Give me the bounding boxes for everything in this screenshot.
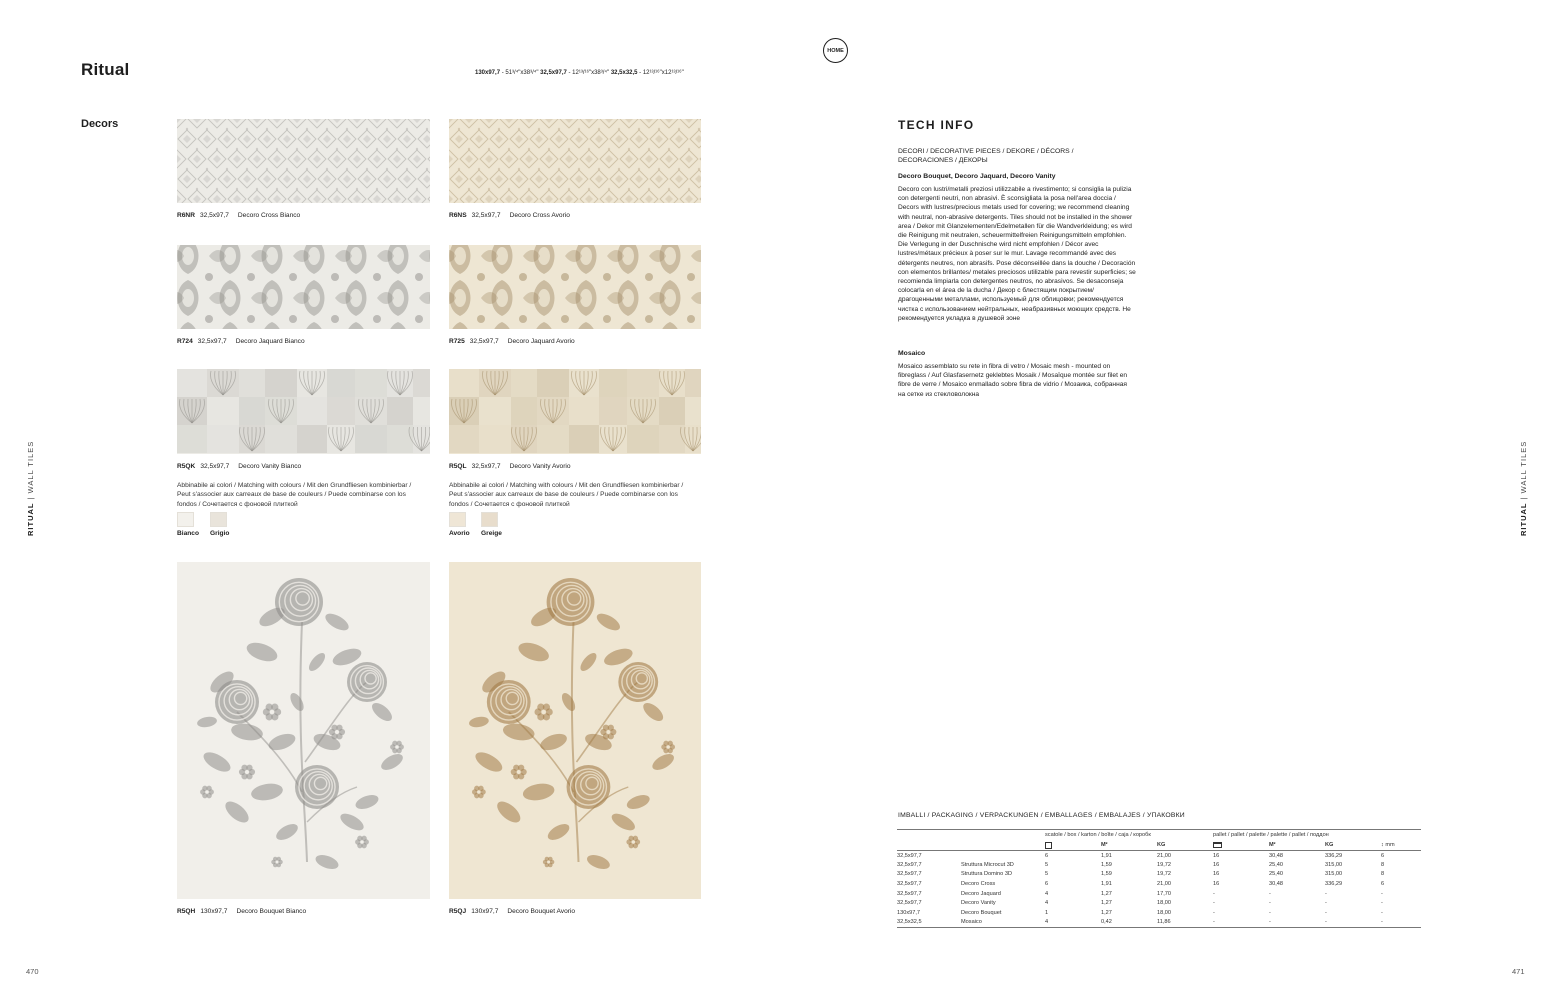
tile-size: 130x97,7	[471, 908, 499, 915]
color-swatch-bianco	[177, 512, 194, 527]
tile-pattern	[177, 119, 430, 203]
page-number-right: 471	[1512, 967, 1525, 976]
tile-pattern	[177, 245, 430, 329]
table-cell: 18,00	[1157, 909, 1171, 916]
table-cell: 19,72	[1157, 861, 1171, 868]
table-cell: -	[1269, 909, 1271, 916]
table-cell: 315,00	[1325, 871, 1343, 878]
table-cell: 6	[1045, 881, 1049, 888]
table-cell: 16	[1213, 881, 1220, 888]
table-row	[897, 860, 1421, 870]
table-cell: 21,00	[1157, 852, 1171, 859]
tech-info-title: TECH INFO	[898, 118, 975, 132]
table-cell: Mosaico	[961, 918, 1045, 928]
packaging-title: IMBALLI / PACKAGING / VERPACKUNGEN / EMBALLAGES / EMBALAJES / УПАКОВКИ	[898, 812, 1185, 819]
table-cell: 1,59	[1101, 871, 1112, 878]
tile-caption	[177, 212, 300, 219]
table-cell: Decoro Vanity	[961, 900, 996, 907]
table-cell: -	[1381, 890, 1383, 897]
tile-size: 32,5x97,7	[469, 338, 499, 345]
tile-size: 130x97,7	[200, 908, 228, 915]
tile-pattern	[177, 562, 430, 899]
table-cell: 17,70	[1157, 890, 1171, 897]
table-cell: 32,5x97,7	[897, 852, 922, 859]
home-button[interactable]: HOME	[823, 38, 848, 63]
size-list	[475, 70, 684, 76]
table-row	[897, 918, 1421, 928]
tile-code: R725	[449, 338, 465, 345]
table-cell: 6	[1381, 881, 1385, 888]
table-cell: 0,42	[1101, 918, 1157, 928]
side-label	[1519, 441, 1528, 536]
table-cell: 4	[1045, 890, 1049, 897]
tile-code: R5QJ	[449, 908, 467, 915]
table-cell: -	[1325, 900, 1327, 907]
page-title: Ritual	[81, 60, 130, 79]
table-cell: 32,5x97,7	[897, 900, 922, 907]
side-label-brand: RITUAL	[1519, 502, 1528, 536]
tile-caption	[449, 463, 571, 470]
table-cell: -	[1325, 890, 1327, 897]
tile-image-bouquet-avorio	[449, 562, 701, 899]
tile-caption	[177, 908, 306, 915]
table-cell: 336,29	[1325, 852, 1343, 859]
col-mm-label: mm	[1385, 842, 1395, 849]
tile-code: R6NR	[177, 212, 195, 219]
col-kg: KG	[1325, 841, 1381, 851]
table-cell: 8	[1381, 871, 1385, 878]
table-cell: -	[1269, 900, 1271, 907]
table-cell: 18,00	[1157, 900, 1171, 907]
color-swatch-grigio	[210, 512, 227, 527]
table-cell: 5	[1045, 871, 1049, 878]
tile-name: Decoro Cross Avorio	[509, 212, 570, 219]
table-cell: -	[1381, 918, 1421, 928]
tile-image-bouquet-bianco	[177, 562, 430, 899]
matching-colours-text: Abbinabile ai colori / Matching with colours / Mit den Grundfliesen kombinierbar / Peut s'associer aux carreaux de base de couleurs / Puede combinarse con los fondos / Сочетается с фоновой плиткой	[449, 482, 684, 508]
tile-name: Decoro Jaquard Avorio	[507, 338, 575, 345]
table-cell: 21,00	[1157, 881, 1171, 888]
tile-code: R6NS	[449, 212, 467, 219]
table-row	[897, 870, 1421, 880]
table-cell: 1,27	[1101, 909, 1112, 916]
size-imperial: - 12¹³/¹⁶"x12¹³/¹⁶"	[637, 70, 684, 76]
table-cell: 5	[1045, 861, 1049, 868]
side-label-category: | WALL TILES	[1519, 440, 1528, 503]
pallet-header: pallet / pallet / palette / palette / pallet / поддон	[1213, 830, 1421, 841]
table-cell: 1,27	[1101, 900, 1112, 907]
tile-size: 32,5x97,7	[200, 463, 230, 470]
tile-size: 32,5x97,7	[471, 212, 501, 219]
tile-size: 32,5x97,7	[199, 212, 229, 219]
table-cell: Decoro Bouquet	[961, 909, 1002, 916]
tech-heading: Decoro Bouquet, Decoro Jaquard, Decoro Vanity	[898, 173, 1056, 180]
table-cell: -	[1269, 890, 1271, 897]
color-swatch-avorio	[449, 512, 466, 527]
table-row	[897, 908, 1421, 918]
tile-code: R5QL	[449, 463, 467, 470]
tile-image-vanity-avorio	[449, 369, 701, 454]
tile-image-cross-avorio	[449, 119, 701, 203]
side-label	[26, 441, 35, 536]
table-cell: Struttura Domino 3D	[961, 871, 1012, 878]
packaging-table	[897, 829, 1421, 928]
tile-name: Decoro Jaquard Bianco	[235, 338, 305, 345]
swatch-label: Grigio	[210, 530, 230, 537]
color-swatch-greige	[481, 512, 498, 527]
table-cell: 25,40	[1269, 871, 1283, 878]
table-cell: 32,5x97,7	[897, 881, 922, 888]
table-cell: 4	[1045, 900, 1049, 907]
pallet-icon	[1213, 842, 1222, 848]
col-m2: M²	[1101, 841, 1157, 851]
table-row	[897, 898, 1421, 908]
table-cell: 16	[1213, 861, 1220, 868]
tile-code: R5QH	[177, 908, 196, 915]
tile-image-jaquard-avorio	[449, 245, 701, 329]
table-cell: Decoro Jaquard	[961, 890, 1001, 897]
table-cell: 16	[1213, 871, 1220, 878]
section-title: Decors	[81, 118, 119, 130]
tile-name: Decoro Vanity Bianco	[238, 463, 302, 470]
size-imperial: - 51³/⁴"x38³/⁴"	[500, 70, 541, 76]
table-cell: 32,5x97,7	[897, 890, 922, 897]
table-cell: Decoro Cross	[961, 881, 996, 888]
table-cell: 1	[1045, 909, 1049, 916]
tile-name: Decoro Bouquet Avorio	[507, 908, 576, 915]
table-cell: 6	[1381, 852, 1385, 859]
table-cell: 1,91	[1101, 881, 1112, 888]
tile-pattern	[177, 369, 430, 454]
size-imperial: - 12¹³/¹⁶"x38³/⁴"	[566, 70, 611, 76]
size-metric: 32,5x97,7	[540, 70, 567, 76]
table-cell: -	[1213, 890, 1215, 897]
side-label-brand: RITUAL	[26, 502, 35, 536]
tile-code: R5QK	[177, 463, 196, 470]
tile-caption	[449, 338, 575, 345]
table-cell: 11,86	[1157, 918, 1213, 928]
table-cell: 19,72	[1157, 871, 1171, 878]
table-cell: 1,59	[1101, 861, 1112, 868]
swatch-label: Greige	[481, 530, 502, 537]
tile-size: 32,5x97,7	[197, 338, 227, 345]
table-cell: 336,29	[1325, 881, 1343, 888]
table-cell: -	[1325, 909, 1327, 916]
tile-caption	[177, 338, 305, 345]
table-cell: -	[1213, 900, 1215, 907]
page-number-left: 470	[26, 967, 39, 976]
side-label-category: | WALL TILES	[26, 440, 35, 503]
table-cell: 130x97,7	[897, 909, 921, 916]
table-cell: 8	[1381, 861, 1385, 868]
table-cell: 30,48	[1269, 881, 1283, 888]
table-row	[897, 879, 1421, 889]
tile-caption	[177, 463, 301, 470]
table-cell: Struttura Microcut 3D	[961, 861, 1014, 868]
col-thickness	[1381, 841, 1421, 851]
table-cell: -	[1213, 909, 1215, 916]
tile-name: Decoro Vanity Avorio	[509, 463, 571, 470]
table-cell: 25,40	[1269, 861, 1283, 868]
size-metric: 32,5x32,5	[610, 70, 638, 76]
swatch-label: Bianco	[177, 530, 199, 537]
table-cell: 4	[1045, 918, 1101, 928]
swatch-label: Avorio	[449, 530, 470, 537]
tile-pattern	[449, 562, 701, 899]
col-kg: KG	[1157, 841, 1213, 851]
table-cell: -	[1213, 918, 1269, 928]
table-row	[897, 889, 1421, 899]
tile-size: 32,5x97,7	[471, 463, 501, 470]
tile-pattern	[449, 369, 701, 454]
tile-caption	[449, 212, 570, 219]
table-cell: -	[1381, 900, 1383, 907]
size-metric: 130x97,7	[475, 70, 501, 76]
tile-caption	[449, 908, 575, 915]
table-cell: 1,27	[1101, 890, 1112, 897]
table-cell: 16	[1213, 852, 1220, 859]
tile-image-cross-bianco	[177, 119, 430, 203]
thickness-icon: ↕	[1381, 842, 1384, 849]
tech-paragraph: Mosaico assemblato su rete in fibra di vetro / Mosaic mesh - mounted on fibreglass / Auf Glasfasernetz geklebtes Mosaik / Mosaïque montée sur filet en fibre de verre / Mosaico enmallado sobre fibra de vidrio / Мозаика, собранная на сетке из стекловолокна	[898, 363, 1128, 398]
table-cell: 32,5x97,7	[897, 871, 922, 878]
tile-pattern	[449, 119, 701, 203]
tile-code: R724	[177, 338, 193, 345]
box-header: scatole / box / karton / boîte / caja / коробк	[1045, 830, 1213, 841]
tile-name: Decoro Bouquet Bianco	[236, 908, 307, 915]
tile-image-vanity-bianco	[177, 369, 430, 454]
table-cell: 6	[1045, 852, 1049, 859]
table-cell: 315,00	[1325, 861, 1343, 868]
table-cell: 1,91	[1101, 852, 1112, 859]
table-cell: -	[1269, 918, 1325, 928]
table-cell: 32,5x97,7	[897, 861, 922, 868]
table-cell: -	[1325, 918, 1381, 928]
table-cell: 32,5x32,5	[897, 918, 961, 928]
box-icon	[1045, 842, 1052, 849]
tile-name: Decoro Cross Bianco	[237, 212, 301, 219]
table-cell: 30,48	[1269, 852, 1283, 859]
tile-image-jaquard-bianco	[177, 245, 430, 329]
table-cell	[961, 851, 1045, 861]
col-m2: M²	[1269, 841, 1325, 851]
tile-pattern	[449, 245, 701, 329]
table-cell: -	[1381, 909, 1383, 916]
tech-paragraph: Decoro con lustri/metalli preziosi utilizzabile a rivestimento; si consiglia la pulizia con detergenti neutri, non abrasivi. È sconsigliata la posa nell'area doccia / Decors with lustres/precious metals used for covering; we recommend cleaning with neutral, non-abrasive detergents. Tiles should not be installed in the shower area / Dekor mit Glanzelementen/Edelmetallen für die Wandverkleidung; es wird die Reinigung mit neutralen, scheuermittelfreien Reinigungsmitteln empfohlen. Die Verlegung in der Duschnische wird nicht empfohlen / Décor avec lustres/métaux précieux à poser sur le mur. Lavage recommandé avec des détergents neutres, non abrasifs. Pose déconseillée dans la douche / Decoración con elementos brillantes/ metales preciosos utilizable para revestir superficies; se recomienda limpiarla con detergentes neutros, no abrasivos. Se desaconseja colocarla en el área de la ducha / Декор с блестящим покрытием/ драгоценными металлами, используемый для облицовки; рекомендуется чистка с использованием нейтральных, неабразивных моющих средств. Не рекомендуется укладка в душевой зоне	[898, 186, 1136, 322]
tech-info-subtitle: DECORI / DECORATIVE PIECES / DEKORE / DÉCORS / DECORACIONES / ДЕКОРЫ	[898, 148, 1074, 165]
tech-heading: Mosaico	[898, 350, 926, 357]
matching-colours-text: Abbinabile ai colori / Matching with colours / Mit den Grundfliesen kombinierbar / Peut s'associer aux carreaux de base de couleurs / Puede combinarse con los fondos / Сочетается с фоновой плиткой	[177, 482, 412, 508]
table-row	[897, 851, 1421, 861]
